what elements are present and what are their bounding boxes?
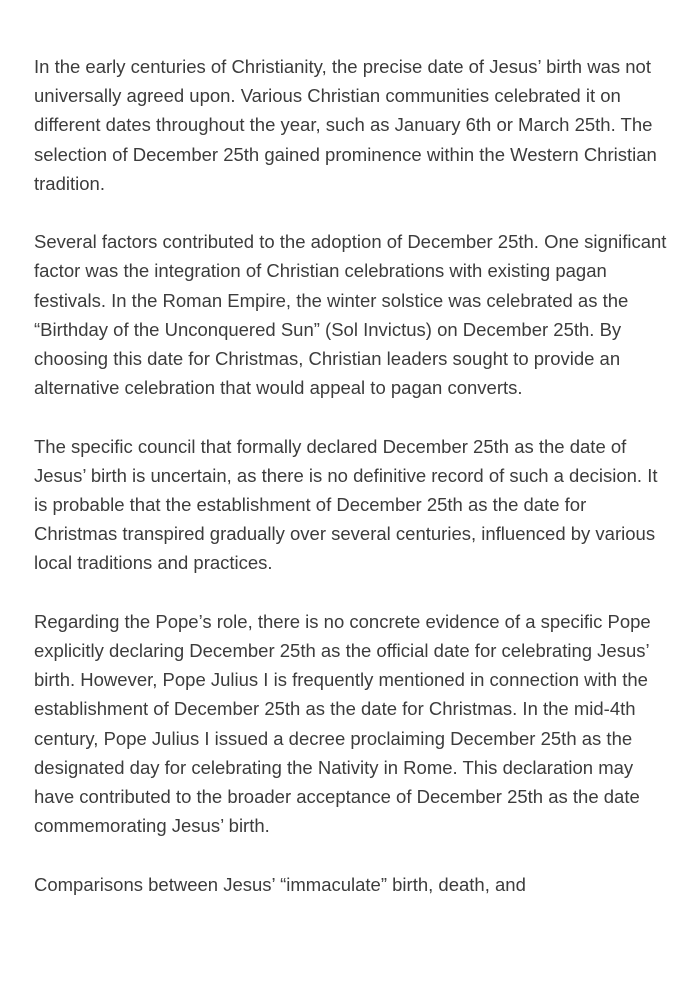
- article-body: [34, 52, 670, 928]
- paragraph-early-centuries: In the early centuries of Christianity, the precise date of Jesus’ birth was not universally agreed upon. Various Christian communities celebrated it on different dates throughout the year, such as January 6th or March 25th. The selection of December 25th gained prominence within the Western Christian tradition.: [34, 56, 657, 194]
- paragraph-council: The specific council that formally declared December 25th as the date of Jesus’ birth is uncertain, as there is no definitive record of such a decision. It is probable that the establishment of December 25th as the date for Christmas transpired gradually over several centuries, influenced by various local traditions and practices.: [34, 435, 658, 574]
- paragraph-pope-role: Regarding the Pope’s role, there is no concrete evidence of a specific Pope explicitly declaring December 25th as the official date for celebrating Jesus’ birth. However, Pope Julius I is frequently mentioned in connection with the establishment of December 25th as the date for Christmas. In the mid-4th century, Pope Julius I issued a decree proclaiming December 25th as the designated day for celebrating the Nativity in Rome. This declaration may have contributed to the broader acceptance of December 25th as the date commemorating Jesus’ birth.: [34, 610, 651, 837]
- paragraph-comparisons: Comparisons between Jesus’ “immaculate” birth, death, and: [34, 873, 526, 895]
- paragraph-factors: Several factors contributed to the adoption of December 25th. One significant factor was the integration of Christian celebrations with existing pagan festivals. In the Roman Empire, the winter solstice was celebrated as the “Birthday of the Unconquered Sun” (Sol Invictus) on December 25th. By choosing this date for Christmas, Christian leaders sought to provide an alternative celebration that would appeal to pagan converts.: [34, 231, 667, 399]
